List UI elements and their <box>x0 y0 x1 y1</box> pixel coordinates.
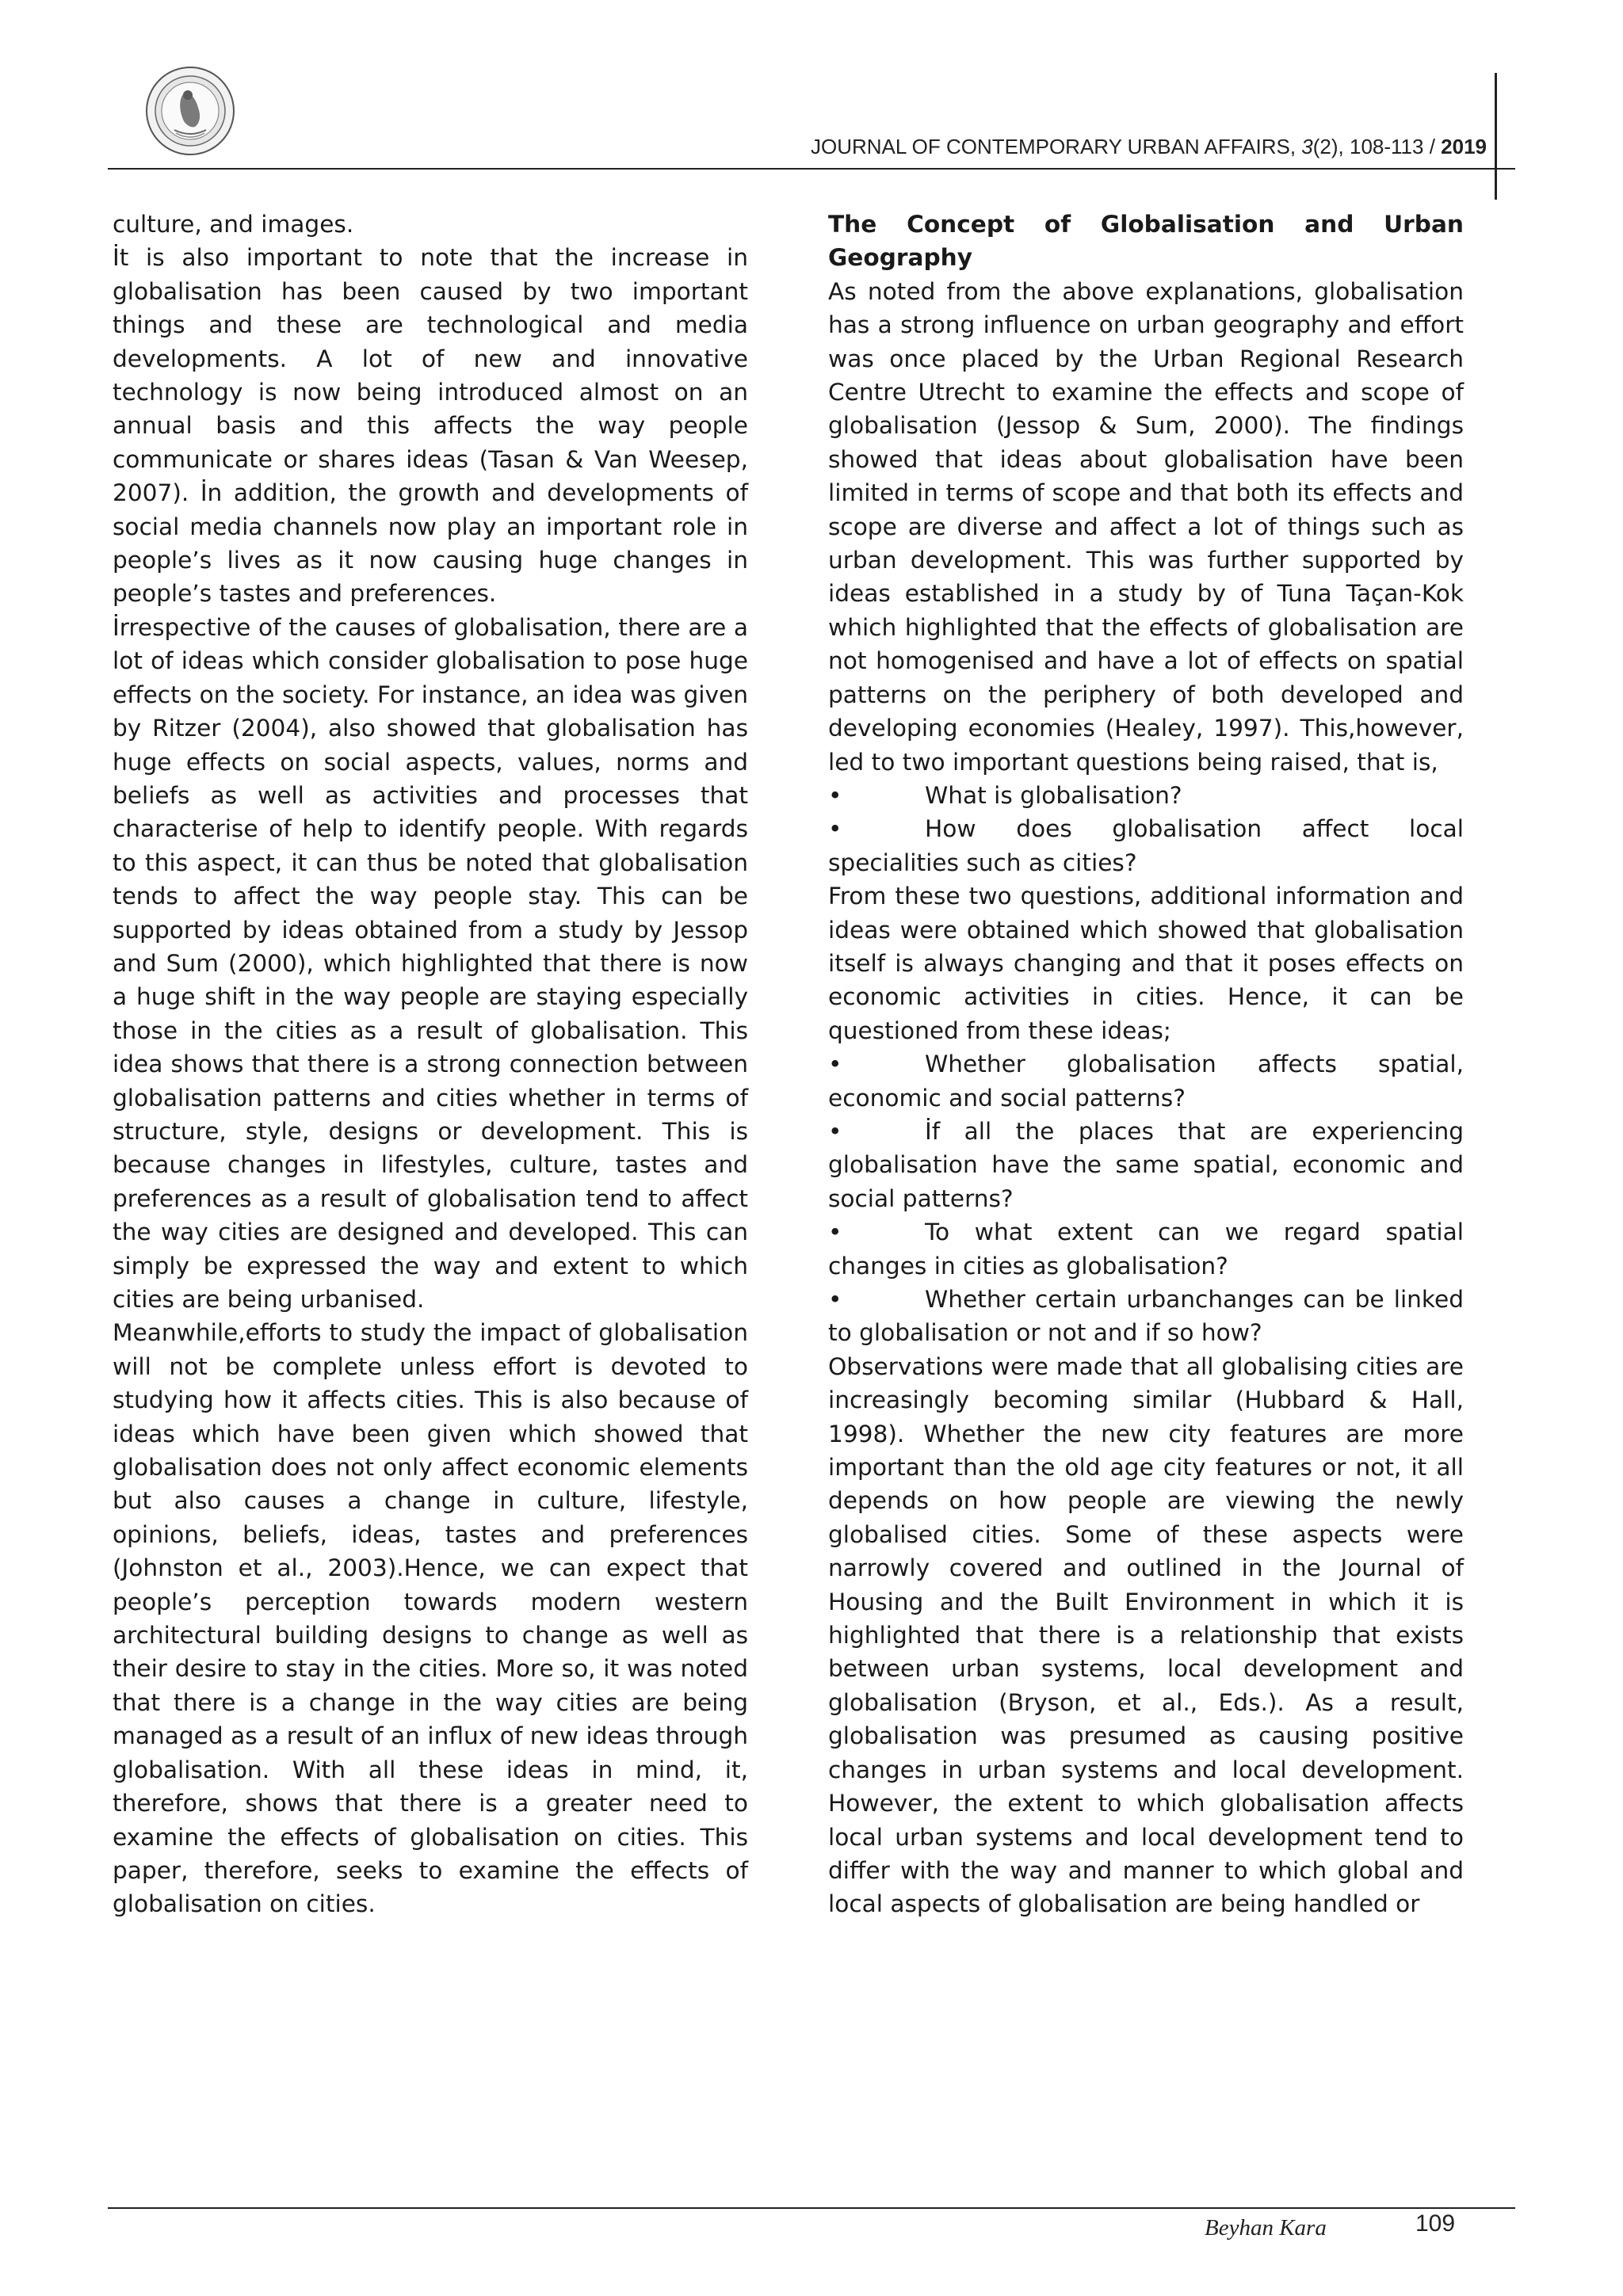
bullet-icon: • <box>828 1117 842 1145</box>
side-margin-line <box>1495 73 1497 200</box>
list-item-text: What is globalisation? <box>925 781 1182 809</box>
paragraph: As noted from the above explanations, globalisation has a strong influence on urban geography and effort was once placed by the Urban Regional Research Centre Utrecht to examine the effects and scope of globalisation (Jessop & Sum, 2000). The findings showed that ideas about globalisation have been limited in terms of scope and that both its effects and scope are diverse and affect a lot of things such as urban development. This was further supported by ideas established in a study by of Tuna Taçan-Kok which highlighted that the effects of globalisation are not homogenised and have a lot of effects on spatial patterns on the periphery of both developed and developing economies (Healey, 1997). This,however, led to two important questions being raised, that is, <box>828 277 1464 776</box>
journal-issue-pages: (2), 108-113 / <box>1312 135 1442 158</box>
bullet-icon: • <box>828 781 842 809</box>
paragraph: İt is also important to note that the increase in globalisation has been caused by two important things and these are technological and media developments. A lot of new and innovative technology is now being introduced almost on an annual basis and this affects the way people communicate or shares ideas (Tasan & Van Weesep, 2007). İn addition, the growth and developments of social media channels now play an important role in people’s lives as it now causing huge changes in people’s tastes and preferences. <box>113 244 748 608</box>
right-column <box>828 208 1464 1921</box>
list-item <box>828 1115 1464 1215</box>
paragraph: İrrespective of the causes of globalisation, there are a lot of ideas which consider globalisation to pose huge effects on the society. For instance, an idea was given by Ritzer (2004), also showed that globalisation has huge effects on social aspects, values, norms and beliefs as well as activities and processes that characterise of help to identify people. With regards to this aspect, it can thus be noted that globalisation tends to affect the way people stay. This can be supported by ideas obtained from a study by Jessop and Sum (2000), which highlighted that there is now a huge shift in the way people are staying especially those in the cities as a result of globalisation. This idea shows that there is a strong connection between globalisation patterns and cities whether in terms of structure, style, designs or development. This is because changes in lifestyles, culture, tastes and preferences as a result of globalisation tend to affect the way cities are designed and developed. This can simply be expressed the way and extent to which cities are being urbanised. <box>113 613 748 1313</box>
list-item <box>828 1047 1464 1115</box>
list-item <box>828 812 1464 879</box>
left-column <box>113 208 748 1921</box>
list-item-text: To what extent can we regard spatial changes in cities as globalisation? <box>828 1219 1464 1280</box>
journal-header <box>811 135 1487 159</box>
journal-volume: 3 <box>1301 135 1313 158</box>
footer-author: Beyhan Kara <box>1205 2215 1327 2241</box>
list-item-text: How does globalisation affect local specialities such as cities? <box>828 815 1464 876</box>
footer-divider <box>108 2207 1515 2209</box>
list-item-text: Whether certain urbanchanges can be linked to globalisation or not and if so how? <box>828 1286 1464 1347</box>
paragraph: From these two questions, additional information and ideas were obtained which showed that globalisation itself is always changing and that it poses effects on economic activities in cities. Hence, it can be questioned from these ideas; <box>828 883 1464 1044</box>
bullet-icon: • <box>828 1051 842 1078</box>
bullet-icon: • <box>828 1286 842 1313</box>
bullet-icon: • <box>828 1219 842 1246</box>
bullet-icon: • <box>828 815 842 843</box>
header-divider <box>108 168 1515 170</box>
paragraph: Observations were made that all globalising cities are increasingly becoming similar (Hubbard & Hall, 1998). Whether the new city features are more important than the old age city features or not, it all depends on how people are viewing the newly globalised cities. Some of these aspects were narrowly covered and outlined in the Journal of Housing and the Built Environment in which it is highlighted that there is a relationship that exists between urban systems, local development and globalisation (Bryson, et al., Eds.). As a result, globalisation was presumed as causing positive changes in urban systems and local development. However, the extent to which globalisation affects local urban systems and local development tend to differ with the way and manner to which global and local aspects of globalisation are being handled or <box>828 1352 1464 1918</box>
page-number: 109 <box>1415 2210 1456 2237</box>
list-item <box>828 1283 1464 1350</box>
paragraph: Meanwhile,efforts to study the impact of globalisation will not be complete unless effort is devoted to studying how it affects cities. This is also because of ideas which have been given which showed that globalisation does not only affect economic elements but also causes a change in culture, lifestyle, opinions, beliefs, ideas, tastes and preferences (Johnston et al., 2003).Hence, we can expect that people’s perception towards modern western architectural building designs to change as well as their desire to stay in the cities. More so, it was noted that there is a change in the way cities are being managed as a result of an influx of new ideas through globalisation. With all these ideas in mind, it, therefore, shows that there is a greater need to examine the effects of globalisation on cities. This paper, therefore, seeks to examine the effects of globalisation on cities. <box>113 1319 748 1918</box>
section-heading: The Concept of Globalisation and Urban Geography <box>828 211 1464 272</box>
journal-name: JOURNAL OF CONTEMPORARY URBAN AFFAIRS, <box>811 135 1302 158</box>
list-item-text: İf all the places that are experiencing globalisation have the same spatial, economic and social patterns? <box>828 1117 1464 1212</box>
paragraph: culture, and images. <box>113 211 354 238</box>
journal-year: 2019 <box>1441 135 1487 158</box>
list-item <box>828 1215 1464 1283</box>
list-item-text: Whether globalisation affects spatial, economic and social patterns? <box>828 1051 1464 1112</box>
list-item <box>828 779 1464 812</box>
university-seal-icon <box>144 65 236 157</box>
